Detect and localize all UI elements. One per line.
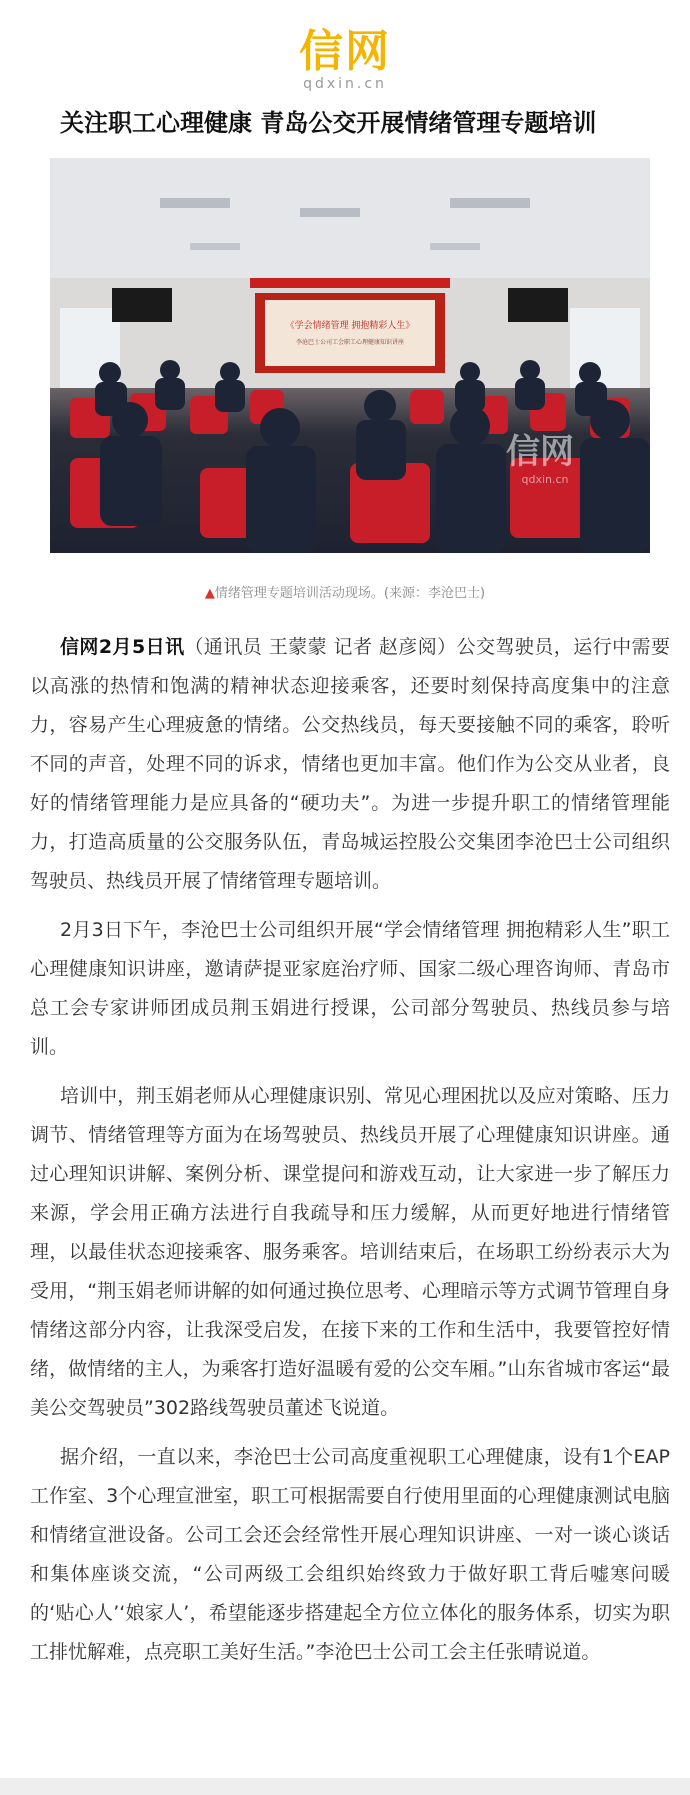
dateline: 信网2月5日讯 — [60, 636, 185, 658]
site-logo[interactable] — [0, 26, 690, 92]
logo-text: 信网 — [299, 26, 391, 77]
paragraph-2-text: 2月3日下午，李沧巴士公司组织开展“学会情绪管理 拥抱精彩人生”职工心理健康知识讲座，邀请萨提亚家庭治疗师、国家二级心理咨询师、青岛市总工会专家讲师团成员荆玉娟进行授课，公司部分驾驶员、热线员参与培训。 — [30, 919, 670, 1058]
footer-bar — [0, 1778, 690, 1795]
screen-title: 《学会情绪管理 拥抱精彩人生》 — [285, 321, 415, 331]
banner-strip — [250, 278, 450, 288]
paragraph-3-text: 培训中，荆玉娟老师从心理健康识别、常见心理困扰以及应对策略、压力调节、情绪管理等方面为在场驾驶员、热线员开展了心理健康知识讲座。通过心理知识讲解、案例分析、课堂提问和游戏互动，让大家进一步了解压力来源，学会用正确方法进行自我疏导和压力缓解，从而更好地进行情绪管理，以最佳状态迎接乘客、服务乘客。培训结束后，在场职工纷纷表示大为受用，“荆玉娟老师讲解的如何通过换位思考、心理暗示等方式调节管理自身情绪这部分内容，让我深受启发，在接下来的工作和生活中，我要管控好情绪，做情绪的主人，为乘客打造好温暖有爱的公交车厢。”山东省城市客运“最美公交驾驶员”302路线驾驶员董述飞说道。 — [30, 1085, 670, 1419]
paragraph-4 — [30, 1438, 670, 1672]
paragraph-1-text: （通讯员 王蒙蒙 记者 赵彦阅）公交驾驶员，运行中需要以高涨的热情和饱满的精神状态迎接乘客，还要时刻保持高度集中的注意力，容易产生心理疲惫的情绪。公交热线员，每天要接触不同的乘客，聆听不同的声音，处理不同的诉求，情绪也更加丰富。他们作为公交从业者，良好的情绪管理能力是应具备的“硬功夫”。为进一步提升职工的情绪管理能力，打造高质量的公交服务队伍，青岛城运控股公交集团李沧巴士公司组织驾驶员、热线员开展了情绪管理专题培训。 — [30, 636, 670, 892]
logo-domain: qdxin.cn — [303, 76, 387, 92]
paragraph-4-text: 据介绍，一直以来，李沧巴士公司高度重视职工心理健康，设有1个EAP工作室、3个心理宣泄室，职工可根据需要自行使用里面的心理健康测试电脑和情绪宣泄设备。公司工会还会经常性开展心理知识讲座、一对一谈心谈话和集体座谈交流，“公司两级工会组织始终致力于做好职工背后嘘寒问暖的‘贴心人’‘娘家人’，希望能逐步搭建起全方位立体化的服务体系，切实为职工排忧解难，点亮职工美好生活。”李沧巴士公司工会主任张晴说道。 — [30, 1446, 670, 1663]
paragraph-1 — [30, 628, 670, 901]
watermark-sub: qdxin.cn — [521, 473, 569, 486]
article-photo — [50, 158, 650, 553]
paragraph-3 — [30, 1077, 670, 1428]
meeting-room-illustration — [50, 158, 650, 553]
watermark-main: 信网 — [506, 432, 574, 472]
paragraph-2 — [30, 911, 670, 1067]
caption-marker: ▲ — [204, 586, 215, 601]
article-title: 关注职工心理健康 青岛公交开展情绪管理专题培训 — [60, 109, 597, 137]
article-body — [30, 628, 670, 1682]
screen-subtitle: 李沧巴士公司工会职工心理健康知识讲座 — [295, 339, 405, 346]
photo-caption — [0, 584, 690, 604]
caption-text: 情绪管理专题培训活动现场。(来源：李沧巴士) — [214, 586, 486, 601]
